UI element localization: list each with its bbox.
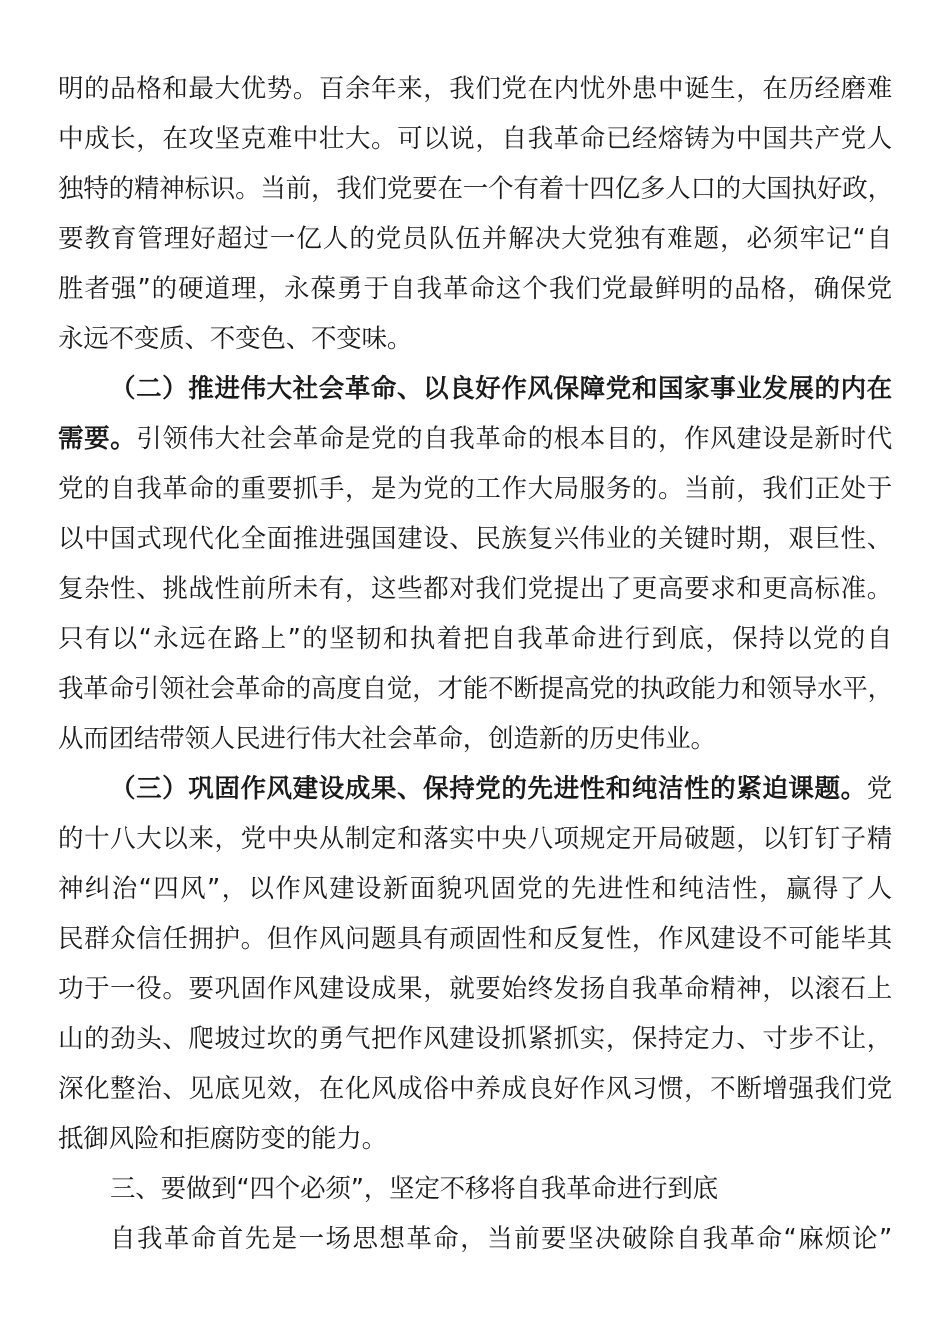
text-line	[58, 414, 892, 464]
text-line: 要教育管理好超过一亿人的党员队伍并解决大党独有难题，必须牢记“自	[58, 224, 892, 254]
text-line	[110, 764, 892, 814]
section-heading-2-end: 需要。	[58, 424, 137, 454]
text-line: 自我革命首先是一场思想革命，当前要坚决破除自我革命“麻烦论”	[110, 1224, 892, 1254]
text-line: 抵御风险和拒腐防变的能力。	[58, 1124, 387, 1154]
text-line: 永远不变质、不变色、不变味。	[58, 324, 413, 354]
text-line: 独特的精神标识。当前，我们党要在一个有着十四亿多人口的大国执好政，	[58, 174, 893, 204]
section-heading-part-3: 三、要做到“四个必须”，坚定不移将自我革命进行到底	[110, 1174, 718, 1204]
text-line: 党的自我革命的重要抓手，是为党的工作大局服务的。当前，我们正处于	[58, 474, 892, 504]
text-line: 只有以“永远在路上”的坚韧和执着把自我革命进行到底，保持以党的自	[58, 624, 892, 654]
text-line: 的十八大以来，党中央从制定和落实中央八项规定开局破题，以钉钉子精	[58, 824, 892, 854]
text-line: 山的劲头、爬坡过坎的勇气把作风建设抓紧抓实，保持定力、寸步不让，	[58, 1024, 892, 1054]
text-line: 以中国式现代化全面推进强国建设、民族复兴伟业的关键时期，艰巨性、	[58, 524, 892, 554]
text-span: 党	[866, 774, 892, 804]
text-line: 民群众信任拥护。但作风问题具有顽固性和反复性，作风建设不可能毕其	[58, 924, 892, 954]
text-line: 从而团结带领人民进行伟大社会革命，创造新的历史伟业。	[58, 724, 716, 754]
text-line: 神纠治“四风”，以作风建设新面貌巩固党的先进性和纯洁性，赢得了人	[58, 874, 892, 904]
text-line: 功于一役。要巩固作风建设成果，就要始终发扬自我革命精神，以滚石上	[58, 974, 892, 1004]
section-heading-2: （二）推进伟大社会革命、以良好作风保障党和国家事业发展的内在	[110, 374, 892, 404]
text-line: 我革命引领社会革命的高度自觉，才能不断提高党的执政能力和领导水平，	[58, 674, 893, 704]
section-heading-3: （三）巩固作风建设成果、保持党的先进性和纯洁性的紧迫课题。	[110, 774, 867, 804]
text-line: 深化整治、见底见效，在化风成俗中养成良好作风习惯，不断增强我们党	[58, 1074, 892, 1104]
text-line: 复杂性、挑战性前所未有，这些都对我们党提出了更高要求和更高标准。	[58, 574, 892, 604]
text-span: 引领伟大社会革命是党的自我革命的根本目的，作风建设是新时代	[136, 424, 892, 454]
text-line: 明的品格和最大优势。百余年来，我们党在内忧外患中诞生，在历经磨难	[58, 74, 892, 104]
text-line: 胜者强”的硬道理，永葆勇于自我革命这个我们党最鲜明的品格，确保党	[58, 274, 892, 304]
text-line: 中成长，在攻坚克难中壮大。可以说，自我革命已经熔铸为中国共产党人	[58, 124, 892, 154]
